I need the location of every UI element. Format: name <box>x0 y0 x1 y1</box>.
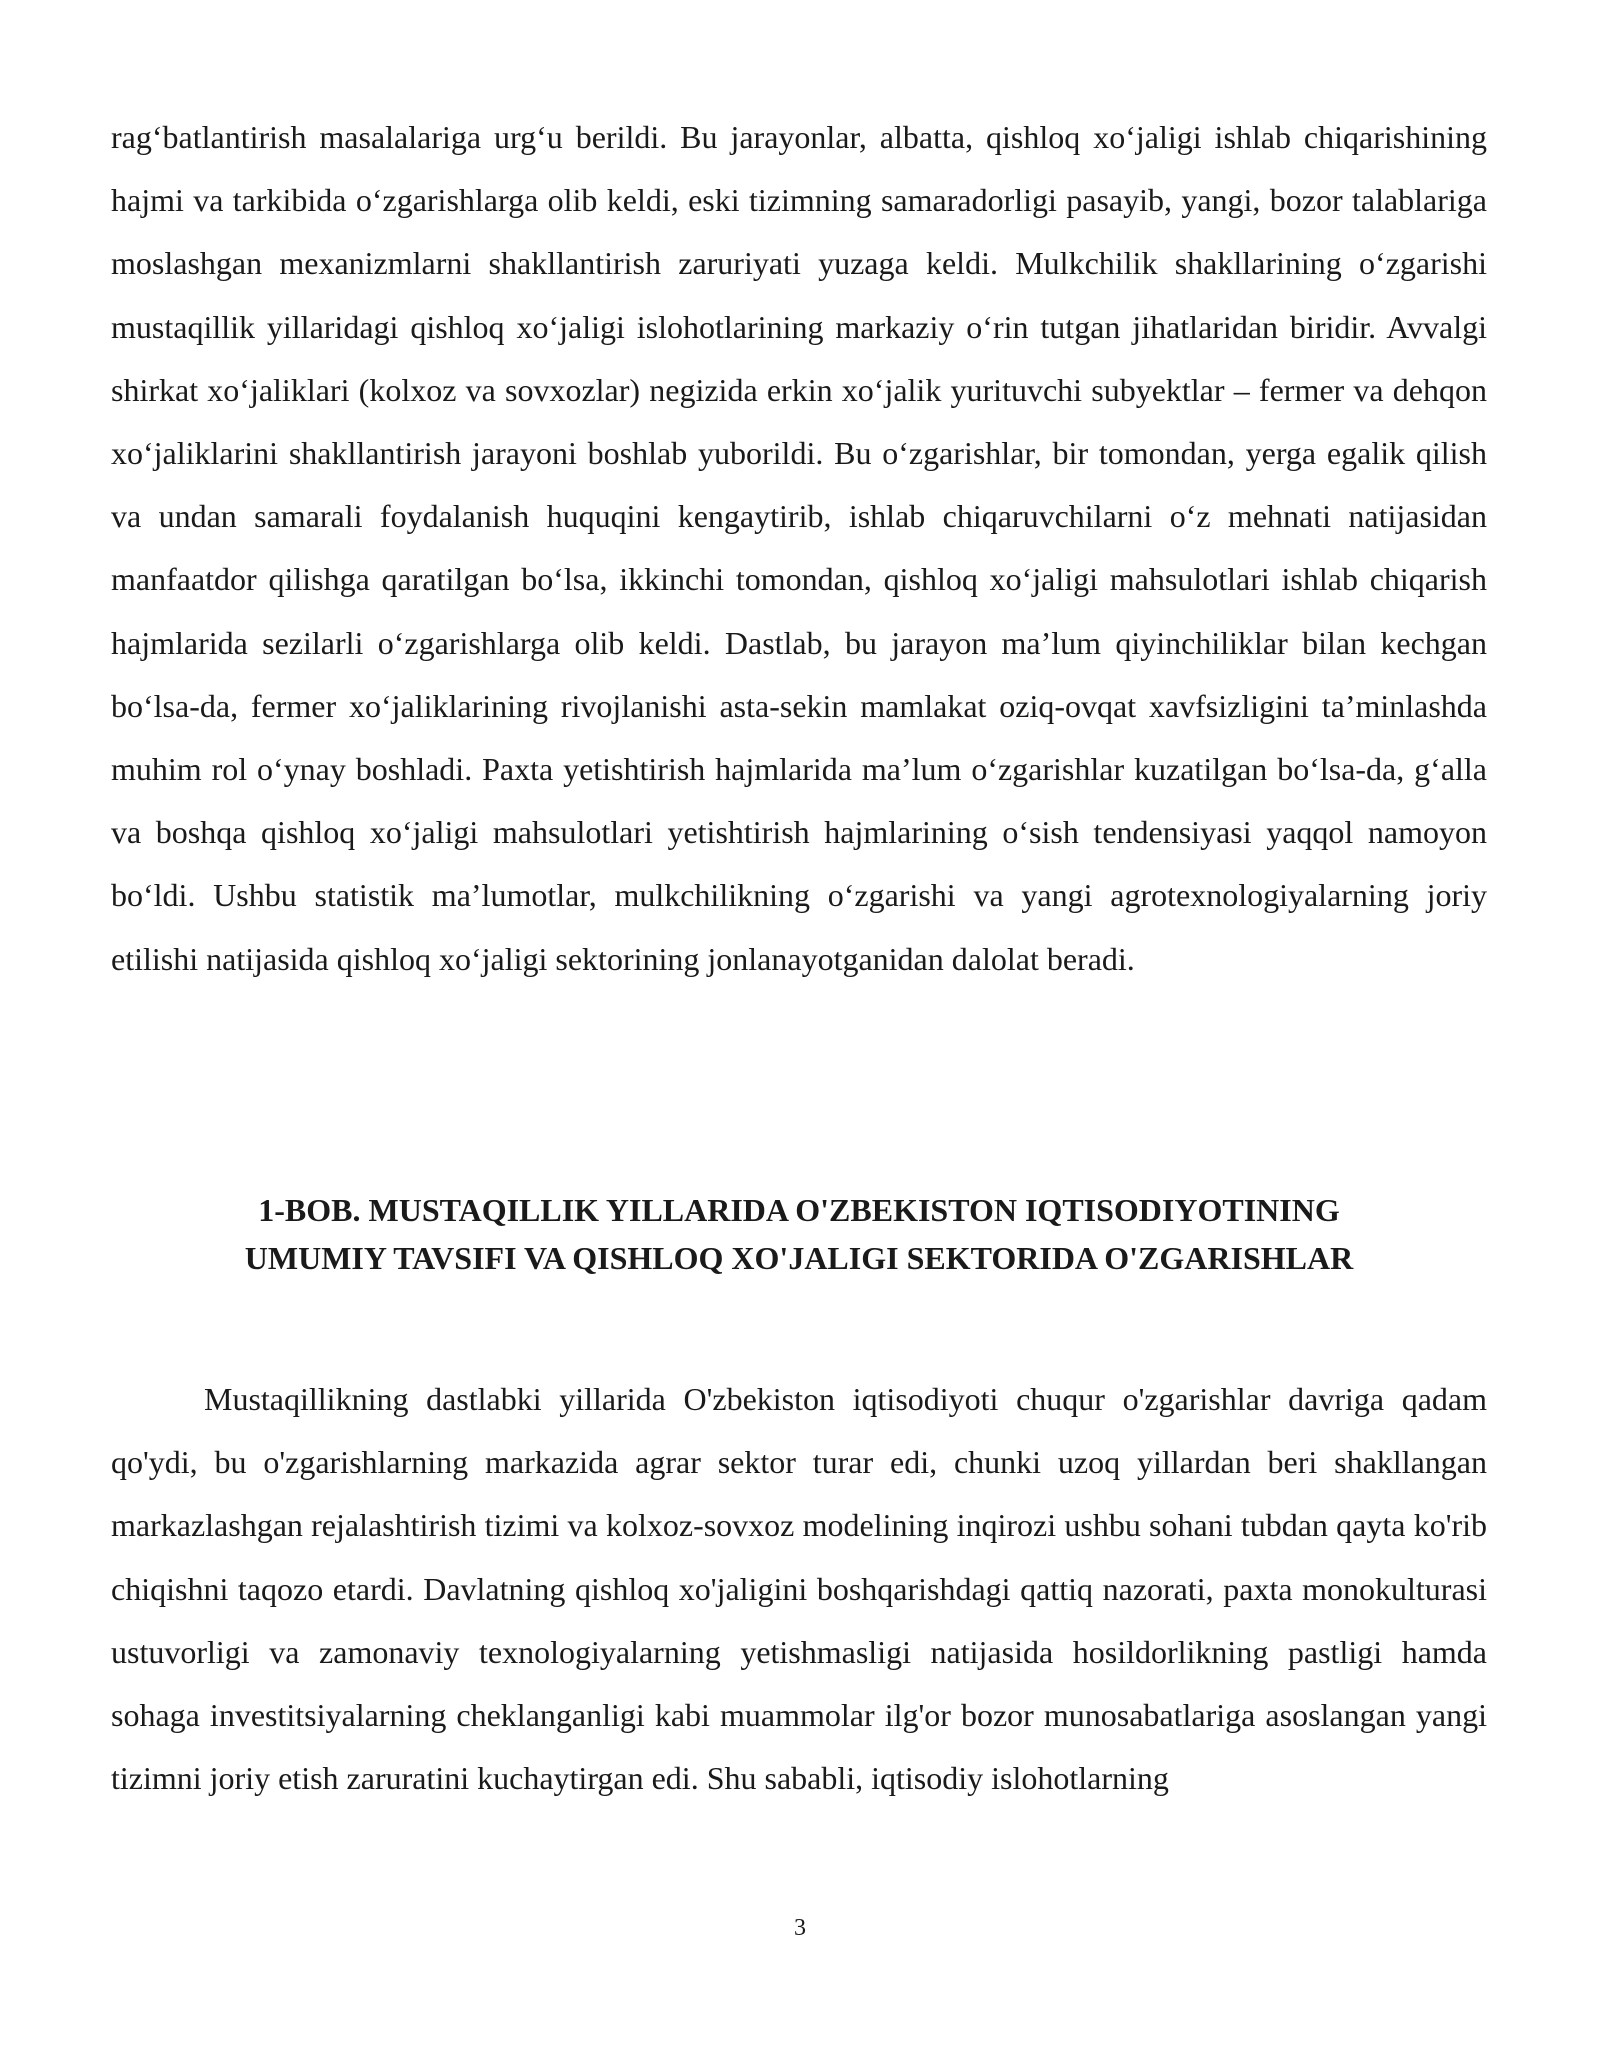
chapter-heading-line-2: UMUMIY TAVSIFI VA QISHLOQ XO'JALIGI SEKTORIDA O'ZGARISHLAR <box>244 1240 1354 1276</box>
chapter-heading-line-1: 1-BOB. MUSTAQILLIK YILLARIDA O'ZBEKISTON IQTISODIYOTINING <box>258 1192 1340 1228</box>
chapter-heading <box>111 1186 1487 1282</box>
body-paragraph: rag‘batlantirish masalalariga urg‘u berildi. Bu jarayonlar, albatta, qishloq xo‘jaligi ishlab chiqarishining hajmi va tarkibida o‘zgarishlarga olib keldi, eski tizimning samaradorligi pasayib, yangi, bozor talablariga moslashgan mexanizmlarni shakllantirish zaruriyati yuzaga keldi. Mulkchilik shakllarining o‘zgarishi mustaqillik yillaridagi qishloq xo‘jaligi islohotlarining markaziy o‘rin tutgan jihatlaridan biridir. Avvalgi shirkat xo‘jaliklari (kolxoz va sovxozlar) negizida erkin xo‘jalik yurituvchi subyektlar – fermer va dehqon xo‘jaliklarini shakllantirish jarayoni boshlab yuborildi. Bu o‘zgarishlar, bir tomondan, yerga egalik qilish va undan samarali foydalanish huquqini kengaytirib, ishlab chiqaruvchilarni o‘z mehnati natijasidan manfaatdor qilishga qaratilgan bo‘lsa, ikkinchi tomondan, qishloq xo‘jaligi mahsulotlari ishlab chiqarish hajmlarida sezilarli o‘zgarishlarga olib keldi. Dastlab, bu jarayon ma’lum qiyinchiliklar bilan kechgan bo‘lsa-da, fermer xo‘jaliklarining rivojlanishi asta-sekin mamlakat oziq-ovqat xavfsizligini ta’minlashda muhim rol o‘ynay boshladi. Paxta yetishtirish hajmlarida ma’lum o‘zgarishlar kuzatilgan bo‘lsa-da, g‘alla va boshqa qishloq xo‘jaligi mahsulotlari yetishtirish hajmlarining o‘sish tendensiyasi yaqqol namoyon bo‘ldi. Ushbu statistik ma’lumotlar, mulkchilikning o‘zgarishi va yangi agrotexnologiyalarning joriy etilishi natijasida qishloq xo‘jaligi sektorining jonlanayotganidan dalolat beradi. <box>111 119 1487 977</box>
page-number: 3 <box>794 1915 806 1941</box>
body-paragraph: Mustaqillikning dastlabki yillarida O'zbekiston iqtisodiyoti chuqur o'zgarishlar davriga qadam qo'ydi, bu o'zgarishlarning markazida agrar sektor turar edi, chunki uzoq yillardan beri shakllangan markazlashgan rejalashtirish tizimi va kolxoz-sovxoz modelining inqirozi ushbu sohani tubdan qayta ko'rib chiqishni taqozo etardi. Davlatning qishloq xo'jaligini boshqarishdagi qattiq nazorati, paxta monokulturasi ustuvorligi va zamonaviy texnologiyalarning yetishmasligi natijasida hosildorlikning pastligi hamda sohaga investitsiyalarning cheklanganligi kabi muammolar ilg'or bozor munosabatlariga asoslangan yangi tizimni joriy etish zaruratini kuchaytirgan edi. Shu sababli, iqtisodiy islohotlarning <box>111 1381 1487 1797</box>
